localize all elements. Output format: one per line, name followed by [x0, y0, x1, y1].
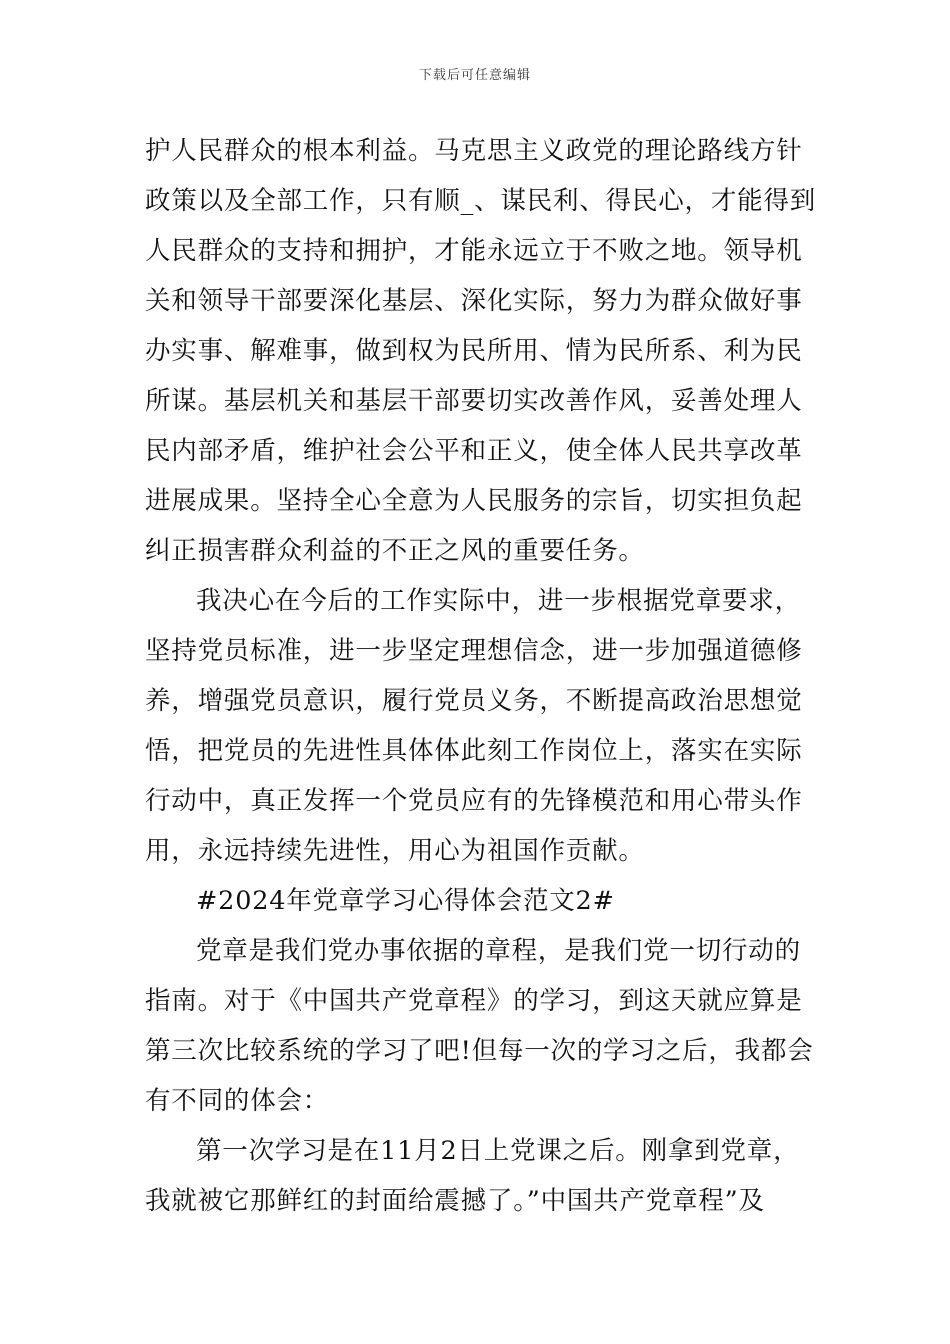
- text-line: 所谋。基层机关和基层干部要切实改善作风，妥善处理人: [145, 386, 803, 416]
- page-header-note: 下载后可任意编辑: [418, 68, 531, 83]
- paragraph-start-line: 我决心在今后的工作实际中，进一步根据党章要求，: [196, 586, 801, 616]
- text-line: 民内部矛盾，维护社会公平和正义，使全体人民共享改革: [145, 436, 803, 466]
- document-body: [145, 126, 817, 1226]
- text-line: 养，增强党员意识，履行党员义务，不断提高政治思想觉: [145, 686, 803, 716]
- text-line: 办实事、解难事，做到权为民所用、情为民所系、利为民: [145, 336, 803, 366]
- paragraph-start-line: 党章是我们党办事依据的章程，是我们党一切行动的: [196, 936, 801, 966]
- text-line: 纠正损害群众利益的不正之风的重要任务。: [145, 536, 645, 566]
- text-line: 第三次比较系统的学习了吧!但每一次的学习之后，我都会: [145, 1036, 814, 1066]
- paragraph-start-line: 第一次学习是在11月2日上党课之后。刚拿到党章，: [196, 1136, 800, 1166]
- text-line: 坚持党员标准，进一步坚定理想信念，进一步加强道德修: [145, 636, 803, 666]
- text-line: 我就被它那鲜红的封面给震撼了。”中国共产党章程”及: [145, 1186, 765, 1216]
- section-heading: #2024年党章学习心得体会范文2#: [196, 886, 615, 916]
- text-line: 行动中，真正发挥一个党员应有的先锋模范和用心带头作: [145, 786, 803, 816]
- text-line: 政策以及全部工作，只有顺_、谋民利、得民心，才能得到: [145, 186, 817, 216]
- text-line: 悟，把党员的先进性具体体此刻工作岗位上，落实在实际: [145, 736, 803, 766]
- text-line: 用，永远持续先进性，用心为祖国作贡献。: [145, 836, 645, 866]
- text-line: 关和领导干部要深化基层、深化实际，努力为群众做好事: [145, 286, 803, 316]
- text-line: 人民群众的支持和拥护，才能永远立于不败之地。领导机: [145, 236, 803, 266]
- text-line: 有不同的体会：: [145, 1086, 330, 1116]
- text-line: 进展成果。坚持全心全意为人民服务的宗旨，切实担负起: [145, 486, 803, 516]
- text-line: 指南。对于《中国共产党章程》的学习，到这天就应算是: [145, 986, 803, 1016]
- text-line: 护人民群众的根本利益。马克思主义政党的理论路线方针: [145, 136, 803, 166]
